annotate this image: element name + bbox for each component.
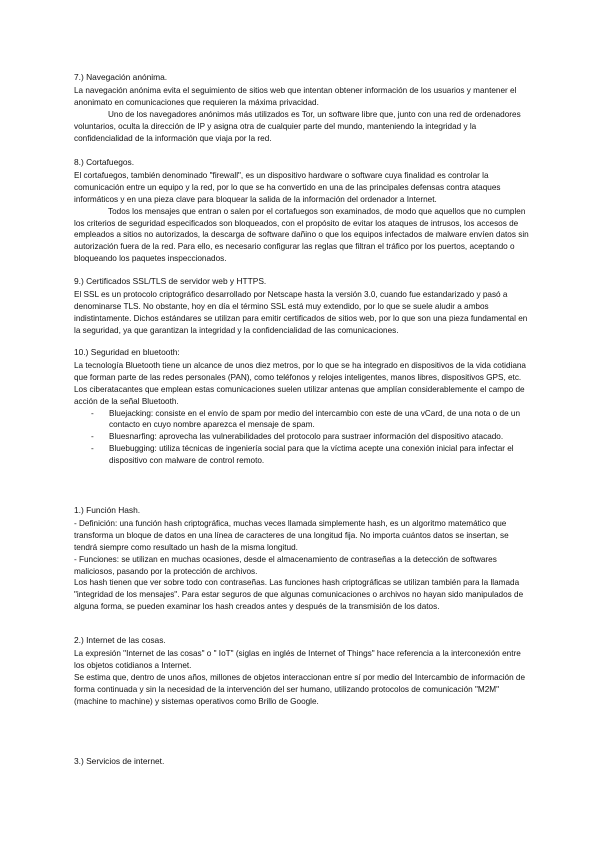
section-certificados-ssl — [74, 276, 529, 337]
section-funcion-hash — [74, 505, 529, 613]
paragraph: - Funciones: se utilizan en muchas ocasiones, desde el almacenamiento de contraseñas a la detección de softwares maliciosos, pasando por la protección de archivos. — [74, 554, 497, 576]
section-heading: 10.) Seguridad en bluetooth: — [74, 347, 180, 357]
paragraph: Se estima que, dentro de unos años, millones de objetos interaccionan entre sí por medio del Intercambio de información de forma continuada y sin la necesidad de la intervención del ser humano, utilizando protocolos de comunicación "M2M" (machine to machine) y sistemas operativos como Brillo de Google. — [74, 672, 526, 706]
paragraph: - Definición: una función hash criptográfica, muchas veces llamada simplemente hash, es un algoritmo matemático que transforma un bloque de datos en una línea de caracteres de una longitud fija. No importa cuántos datos se insertan, se tendrá siempre como resultado un hash de la misma longitud. — [74, 518, 509, 552]
paragraph: La tecnología Bluetooth tiene un alcance de unos diez metros, por lo que se ha integrado en dispositivos de la vida cotidiana que forman parte de las redes personales (PAN), como teléfonos y relojes inteligentes, manos libres, dispositivos GPS, etc. — [74, 360, 526, 382]
section-heading: 1.) Función Hash. — [74, 505, 141, 515]
section-heading: 3.) Servicios de internet. — [74, 756, 165, 766]
section-cortafuegos — [74, 157, 529, 265]
paragraph: Los ciberatacantes que emplean estas comunicaciones suelen utilizar antenas que amplían considerablemente el campo de acción de la señal Bluetooth. — [74, 384, 525, 406]
bullet-list — [74, 408, 529, 468]
list-item: - Bluejacking: consiste en el envío de spam por medio del intercambio con este de una vCard, de una nota o de un contacto en cuyo nombre aparezca el mensaje de spam. — [74, 408, 529, 432]
section-seguridad-bluetooth — [74, 347, 529, 467]
section-heading: 2.) Internet de las cosas. — [74, 635, 166, 645]
paragraph: La expresión "Internet de las cosas" o " IoT" (siglas en inglés de Internet of Things" hace referencia a la interconexión entre los objetos cotidianos a Internet. — [74, 648, 521, 670]
section-navegacion-anonima — [74, 72, 529, 144]
list-item: - Bluebugging: utiliza técnicas de ingeniería social para que la víctima acepte una conexión inicial para infectar el dispositivo con malware de control remoto. — [74, 443, 529, 467]
section-heading: 7.) Navegación anónima. — [74, 72, 168, 82]
section-internet-de-las-cosas — [74, 635, 529, 707]
section-heading: 9.) Certificados SSL/TLS de servidor web y HTTPS. — [74, 276, 267, 286]
paragraph: La navegación anónima evita el seguimiento de sitios web que intentan obtener información de los usuarios y mantener el anonimato en comunicaciones que requieren la máxima privacidad. — [74, 85, 517, 107]
section-heading: 8.) Cortafuegos. — [74, 157, 135, 167]
paragraph: El SSL es un protocolo criptográfico desarrollado por Netscape hasta la versión 3.0, cuando fue estandarizado y pasó a denominarse TLS. No obstante, hoy en día el término SSL está muy extendido, por lo que se suele aludir a ambos indistintamente. Dichos estándares se utilizan para emitir certificados de sitios web, por lo que son una pieza fundamental en la seguridad, ya que garantizan la integridad y la confidencialidad de las comunicaciones. — [74, 289, 528, 335]
paragraph: Todos los mensajes que entran o salen por el cortafuegos son examinados, de modo que aquellos que no cumplen los criterios de seguridad especificados son bloqueados, con el propósito de evitar los ataques de intrusos, los accesos de empleados a sitios no autorizados, la descarga de software dañino o que los equipos infectados de malware envíen datos sin autorización fuera de la red. Para ello, es necesario configurar las reglas que filtran el tráfico por los puertos, aceptando o bloqueando los paquetes inspeccionados. — [74, 206, 529, 264]
paragraph: Uno de los navegadores anónimos más utilizados es Tor, un software libre que, junto con una red de ordenadores voluntarios, oculta la dirección de IP y asigna otra de cualquier parte del mundo, manteniendo la integridad y la confidencialidad de la información que viaja por la red. — [74, 109, 521, 143]
section-servicios-de-internet — [74, 756, 529, 769]
paragraph: Los hash tienen que ver sobre todo con contraseñas. Las funciones hash criptográficas se utilizan también para la llamada "integridad de los mensajes". Para estar seguros de que algunas comunicaciones o archivos no hayan sido manipulados de alguna forma, se pueden examinar los hash creados antes y después de la transmisión de los datos. — [74, 578, 524, 612]
paragraph: El cortafuegos, también denominado "firewall", es un dispositivo hardware o software cuya finalidad es controlar la comunicación entre un equipo y la red, por lo que se ha convertido en una de las principales defensas contra ataques informáticos y en una pieza clave para bloquear la salida de la información del ordenador a Internet. — [74, 170, 501, 204]
list-item: - Bluesnarfing: aprovecha las vulnerabilidades del protocolo para sustraer información del dispositivo atacado. — [74, 431, 529, 443]
